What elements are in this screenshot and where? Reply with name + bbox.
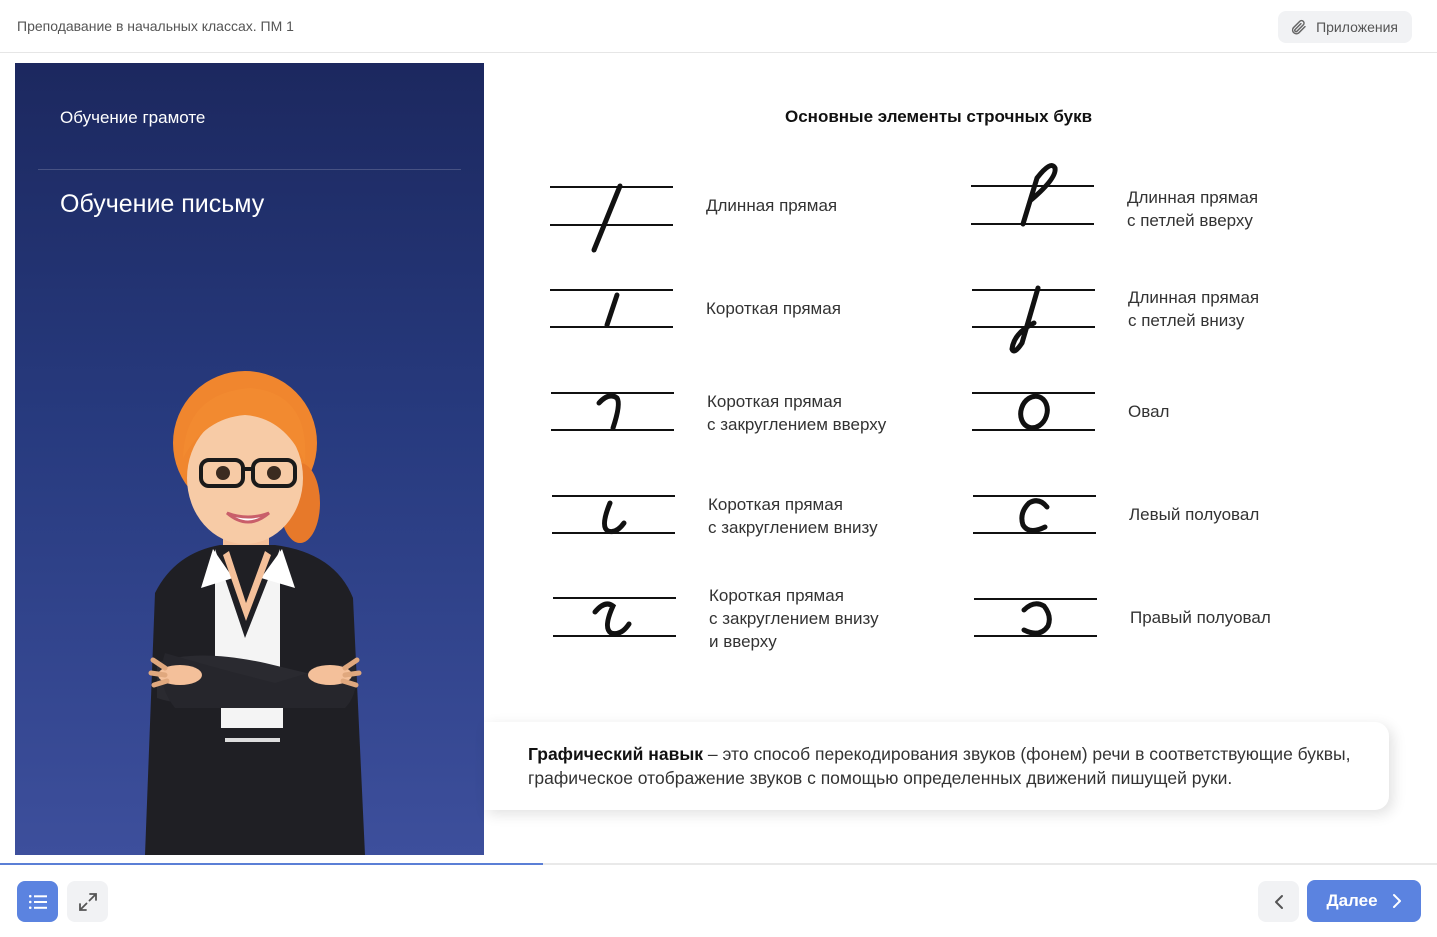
chevron-left-icon [1274,894,1284,910]
expand-icon [79,893,97,911]
element-label-line: Длинная прямая [1127,188,1259,207]
element-oval [972,388,1352,448]
definition-box [484,722,1389,810]
element-long-straight [550,180,930,260]
element-label-line: Короткая прямая [707,392,842,411]
element-label-line: с закруглением внизу [709,609,879,628]
element-label-line: с петлей внизу [1128,311,1245,330]
element-label-line: Короткая прямая [708,495,843,514]
definition-term: Графический навык [528,744,704,764]
previous-button[interactable] [1258,881,1299,922]
next-button[interactable] [1307,880,1421,922]
long-straight-stroke-icon [550,180,675,260]
teacher-illustration [135,363,375,855]
short-stroke-top-curve-icon [551,388,676,438]
bottom-bar [0,865,1437,937]
element-label-line: с петлей вверху [1127,211,1253,230]
element-short-straight [550,285,930,345]
short-stroke-bottom-curve-icon [552,491,677,541]
element-label-line: с закруглением вверху [707,415,887,434]
element-short-both-curves [553,586,933,662]
element-right-half-oval [974,594,1354,654]
element-label-line: Левый полуовал [1129,505,1260,524]
short-stroke-both-curves-icon [553,592,678,642]
list-icon [29,894,47,910]
short-straight-stroke-icon [550,285,675,335]
long-stroke-top-loop-icon [971,160,1096,240]
divider [38,169,461,170]
contents-menu-button[interactable] [17,881,58,922]
course-title: Преподавание в начальных классах. ПМ 1 [17,18,294,34]
element-long-top-loop [971,160,1351,240]
element-label-line: Короткая прямая [706,299,841,318]
lesson-title: Обучение письму [60,190,265,218]
lesson-panel [15,63,484,855]
top-bar [0,0,1437,53]
element-label-line: Правый полуовал [1130,608,1271,627]
right-half-oval-icon [974,594,1099,644]
attachments-button[interactable] [1278,11,1412,43]
content-title: Основные элементы строчных букв [785,107,1093,126]
element-short-bottom-curve [552,491,932,551]
definition-text: – это способ перекодирования звуков (фонем) речи в соответствующие буквы, графическое отображение звуков с помощью определенных движений пишущей руки. [528,744,1351,788]
fullscreen-button[interactable] [67,881,108,922]
element-label-line: Длинная прямая [706,196,838,215]
element-label-line: и вверху [709,632,777,651]
lesson-subtitle: Обучение грамоте [60,108,206,127]
element-label-line: Длинная прямая [1128,288,1260,307]
paperclip-icon [1290,18,1308,36]
element-left-half-oval [973,491,1353,551]
element-label-line: Овал [1128,402,1170,421]
long-stroke-bottom-loop-icon [972,283,1097,363]
chevron-right-icon [1392,893,1402,909]
element-label-line: с закруглением внизу [708,518,878,537]
element-label-line: Короткая прямая [709,586,844,605]
attachments-label: Приложения [1316,19,1398,35]
left-half-oval-icon [973,491,1098,541]
element-short-top-curve [551,388,931,448]
oval-icon [972,388,1097,438]
element-long-bottom-loop [972,283,1352,363]
next-button-label: Далее [1326,891,1378,910]
